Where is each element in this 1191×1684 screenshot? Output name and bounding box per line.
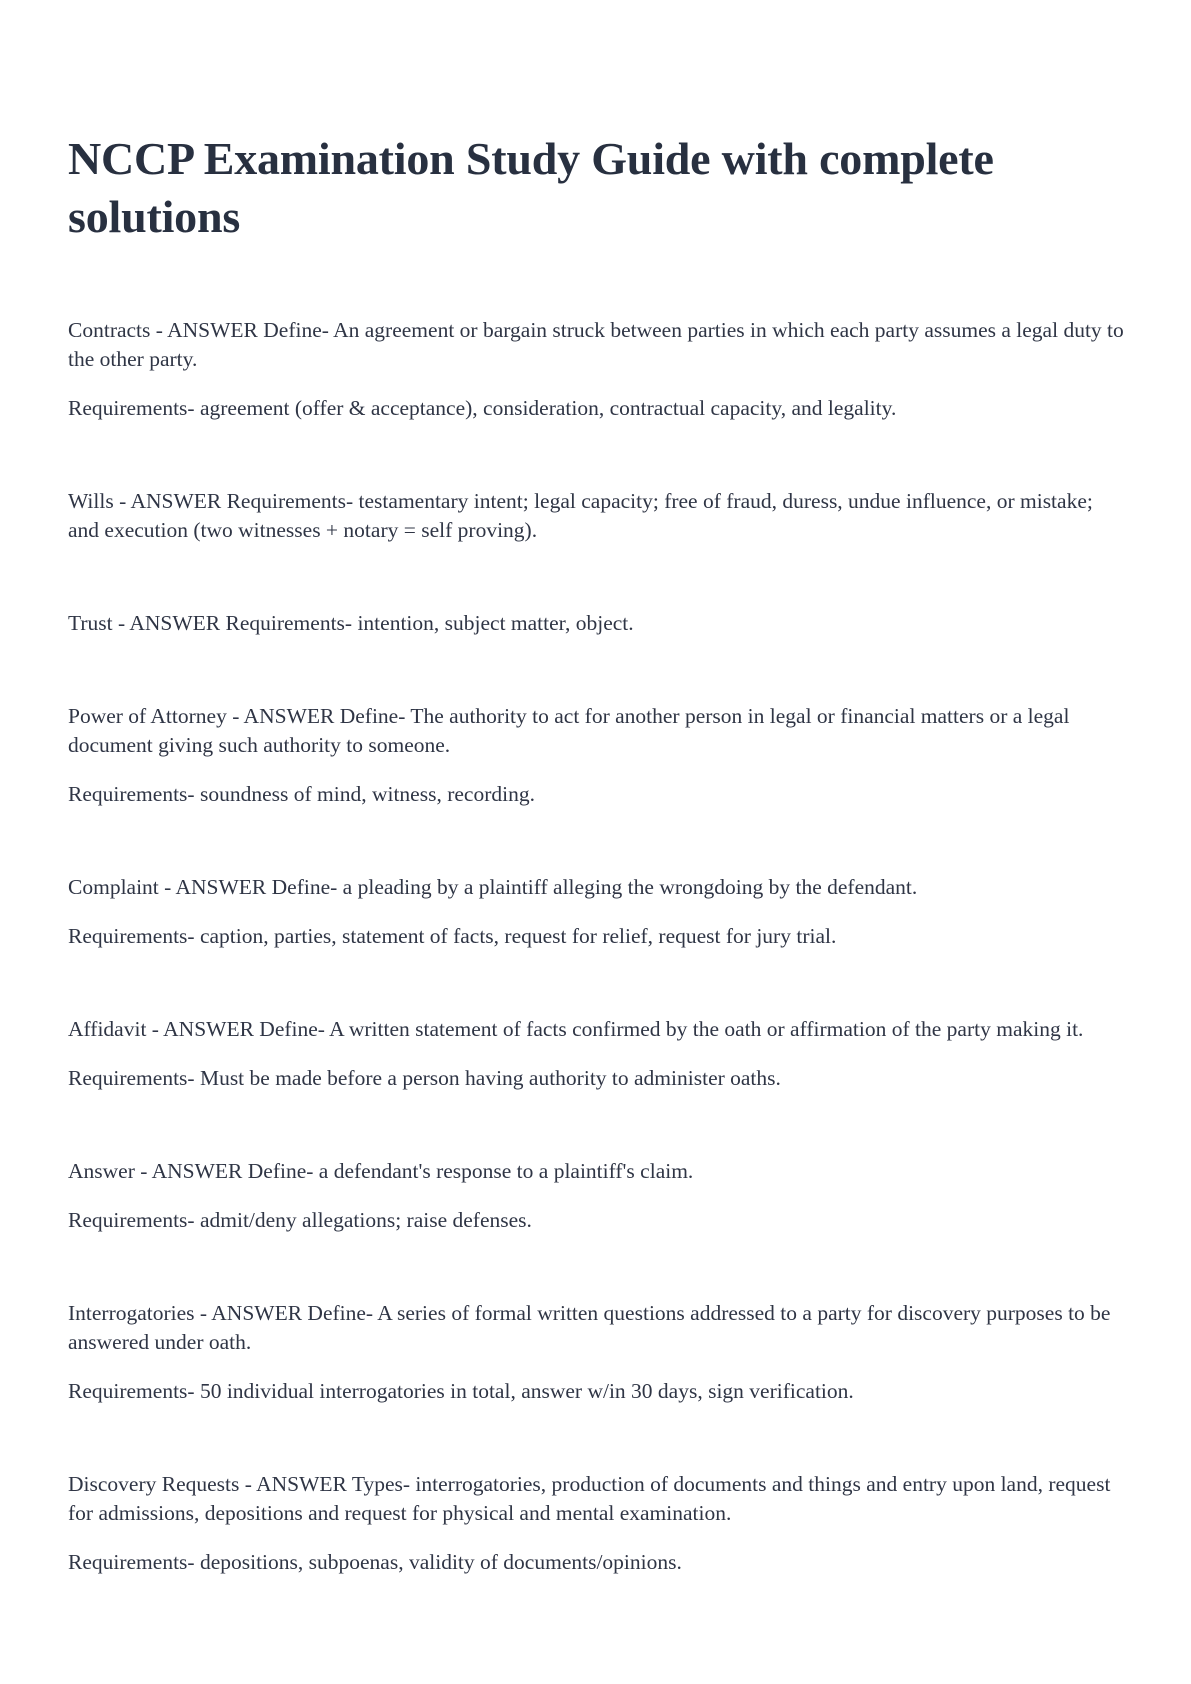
entry-requirements: Requirements- depositions, subpoenas, validity of documents/opinions. <box>68 1550 682 1574</box>
entry-requirements: Requirements- admit/deny allegations; raise defenses. <box>68 1208 532 1232</box>
entry-definition: Affidavit - ANSWER Define- A written statement of facts confirmed by the oath or affirmation of the party making it. <box>68 1017 1084 1041</box>
entry-definition: Answer - ANSWER Define- a defendant's response to a plaintiff's claim. <box>68 1159 694 1183</box>
entry-discovery-requests <box>68 1470 1128 1577</box>
entry-definition: Interrogatories - ANSWER Define- A series of formal written questions addressed to a party for discovery purposes to be answered under oath. <box>68 1301 1111 1354</box>
entry-interrogatories <box>68 1299 1128 1406</box>
entry-requirements: Requirements- caption, parties, statement of facts, request for relief, request for jury trial. <box>68 924 837 948</box>
document-page <box>68 130 1128 1641</box>
entry-requirements: Requirements- soundness of mind, witness, recording. <box>68 782 535 806</box>
entry-wills <box>68 487 1128 545</box>
entry-affidavit <box>68 1015 1128 1093</box>
entry-requirements: Requirements- agreement (offer & acceptance), consideration, contractual capacity, and legality. <box>68 396 897 420</box>
document-title: NCCP Examination Study Guide with complete solutions <box>68 133 994 242</box>
entry-complaint <box>68 873 1128 951</box>
entry-contracts <box>68 316 1128 423</box>
entry-requirements: Requirements- 50 individual interrogatories in total, answer w/in 30 days, sign verification. <box>68 1379 854 1403</box>
entry-requirements: Requirements- Must be made before a person having authority to administer oaths. <box>68 1066 781 1090</box>
entry-requirements: Trust - ANSWER Requirements- intention, subject matter, object. <box>68 611 634 635</box>
entry-trust <box>68 609 1128 638</box>
entry-definition: Contracts - ANSWER Define- An agreement or bargain struck between parties in which each party assumes a legal duty to the other party. <box>68 318 1124 371</box>
entry-power-of-attorney <box>68 702 1128 809</box>
entry-definition: Complaint - ANSWER Define- a pleading by a plaintiff alleging the wrongdoing by the defendant. <box>68 875 918 899</box>
entry-definition: Power of Attorney - ANSWER Define- The authority to act for another person in legal or financial matters or a legal document giving such authority to someone. <box>68 704 1070 757</box>
entry-answer <box>68 1157 1128 1235</box>
entry-types: Discovery Requests - ANSWER Types- interrogatories, production of documents and things and entry upon land, request for admissions, depositions and request for physical and mental examination. <box>68 1472 1111 1525</box>
entry-requirements: Wills - ANSWER Requirements- testamentary intent; legal capacity; free of fraud, duress, undue influence, or mistake; and execution (two witnesses + notary = self proving). <box>68 489 1093 542</box>
